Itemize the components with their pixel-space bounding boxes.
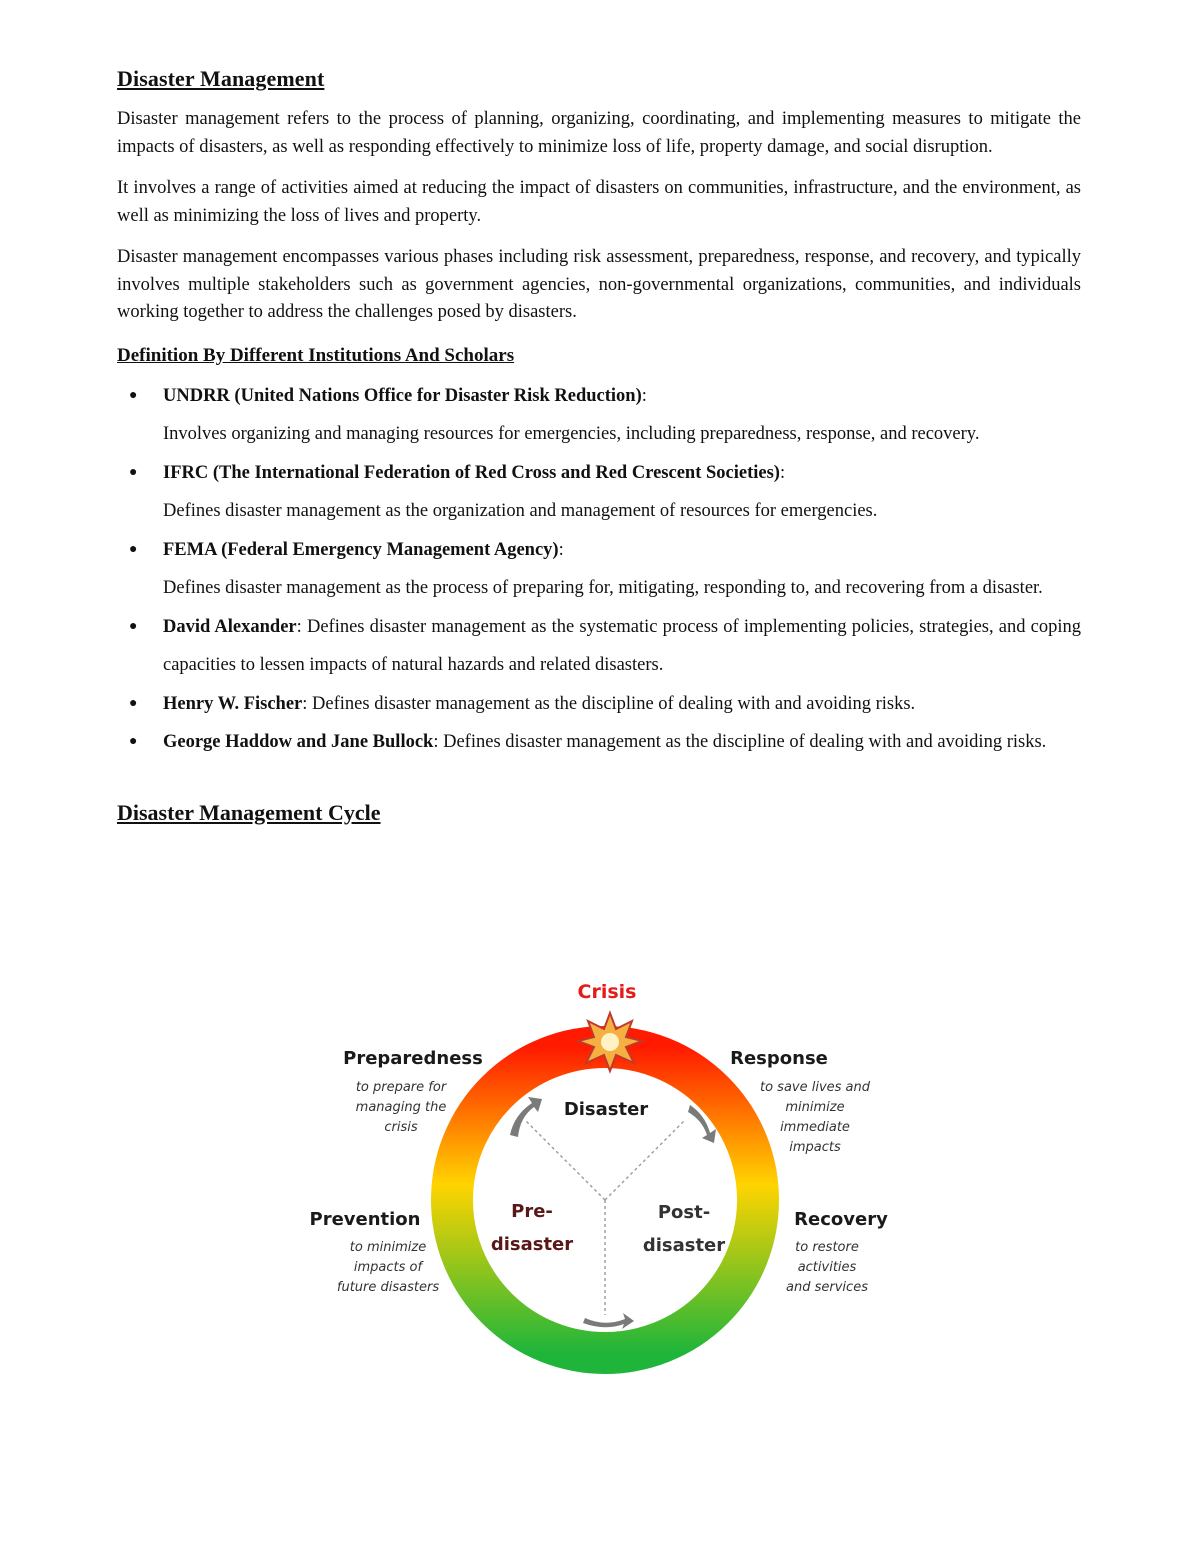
definition-sep: : [296,616,307,637]
definition-source: David Alexander [163,616,297,637]
definition-text: Defines disaster management as the systematic process of implementing policies, strategies, and coping capacities to lessen impacts of natural hazards and related disasters. [163,616,1081,675]
definitions-list [117,377,1081,762]
bullet-icon: ● [129,618,138,634]
preparedness-line: crisis [384,1120,418,1135]
bullet-icon: ● [129,387,138,403]
cycle-svg [300,975,900,1385]
bullet-icon: ● [129,734,138,749]
recovery-line: and services [786,1280,868,1295]
preparedness-line: to prepare for [355,1080,447,1095]
definition-item [117,685,1081,724]
definition-source: Henry W. Fischer [163,693,303,714]
explosion-core [601,1033,619,1051]
definition-source: FEMA (Federal Emergency Management Agency) [163,539,559,560]
definition-text: Defines disaster management as the process of preparing for, mitigating, responding to, and recovering from a disaster. [163,578,1043,598]
definition-sep: : [558,539,564,560]
preparedness-title: Preparedness [343,1048,483,1069]
bullet-icon: ● [129,541,138,557]
inner-post-label: Post- [657,1202,711,1223]
definition-sep: : [302,693,313,714]
definition-source: UNDRR (United Nations Office for Disaster Risk Reduction) [163,385,642,406]
inner-disaster-label: Disaster [563,1099,649,1120]
definition-text: Defines disaster management as the discipline of dealing with and avoiding risks. [312,693,916,714]
intro-paragraph-2: It involves a range of activities aimed at reducing the impact of disasters on communities, infrastructure, and the environment, as well as minimizing the loss of lives and property. [117,178,1081,226]
response-title: Response [730,1048,828,1069]
inner-pre-label-2: disaster [490,1234,574,1255]
prevention-line: to minimize [349,1240,427,1255]
page-title: Disaster Management [117,66,325,91]
definition-text: Defines disaster management as the organization and management of resources for emergencies. [163,501,878,521]
cycle-heading: Disaster Management Cycle [117,799,381,825]
response-line: impacts [789,1140,841,1155]
prevention-title: Prevention [309,1209,421,1230]
crisis-label: Crisis [577,981,637,1003]
bullet-icon: ● [129,695,138,711]
definition-item [117,454,1081,531]
response-line: immediate [780,1120,850,1135]
recovery-line: to restore [795,1240,859,1255]
definition-sep: : [433,732,444,752]
intro-paragraph-3: Disaster management encompasses various phases including risk assessment, preparedness, response, and recovery, and typically involves multiple stakeholders such as government agencies, non-governmental organizations, communities, and individuals working together to address the challenges posed by disasters. [117,247,1081,322]
definition-item [117,723,1081,762]
inner-pre-label: Pre- [511,1201,553,1222]
recovery-title: Recovery [794,1209,888,1230]
prevention-line: future disasters [336,1280,440,1295]
definition-item [117,531,1081,608]
intro-paragraph-1: Disaster management refers to the process of planning, organizing, coordinating, and implementing measures to mitigate the impacts of disasters, as well as responding effectively to minimize loss of life, property damage, and social disruption. [117,109,1081,157]
response-line: to save lives and [759,1080,871,1095]
response-line: minimize [785,1100,845,1115]
definition-source: IFRC (The International Federation of Red Cross and Red Crescent Societies) [163,462,780,483]
bullet-icon: ● [129,464,138,480]
definition-text: Defines disaster management as the discipline of dealing with and avoiding risks. [443,732,1047,752]
prevention-line: impacts of [353,1260,423,1275]
definitions-heading: Definition By Different Institutions And Scholars [117,344,515,366]
definition-source: George Haddow and Jane Bullock [163,732,434,752]
definition-sep: : [641,385,647,406]
definition-item [117,608,1081,685]
document-page [117,66,1081,826]
recovery-line: activities [797,1260,857,1275]
definition-item [117,377,1081,454]
arrow-icon [583,1313,634,1329]
definition-sep: : [779,462,786,483]
inner-post-label-2: disaster [642,1235,726,1256]
disaster-cycle-diagram [300,975,900,1385]
definition-text: Involves organizing and managing resources for emergencies, including preparedness, response, and recovery. [163,424,980,444]
preparedness-line: managing the [355,1100,447,1115]
